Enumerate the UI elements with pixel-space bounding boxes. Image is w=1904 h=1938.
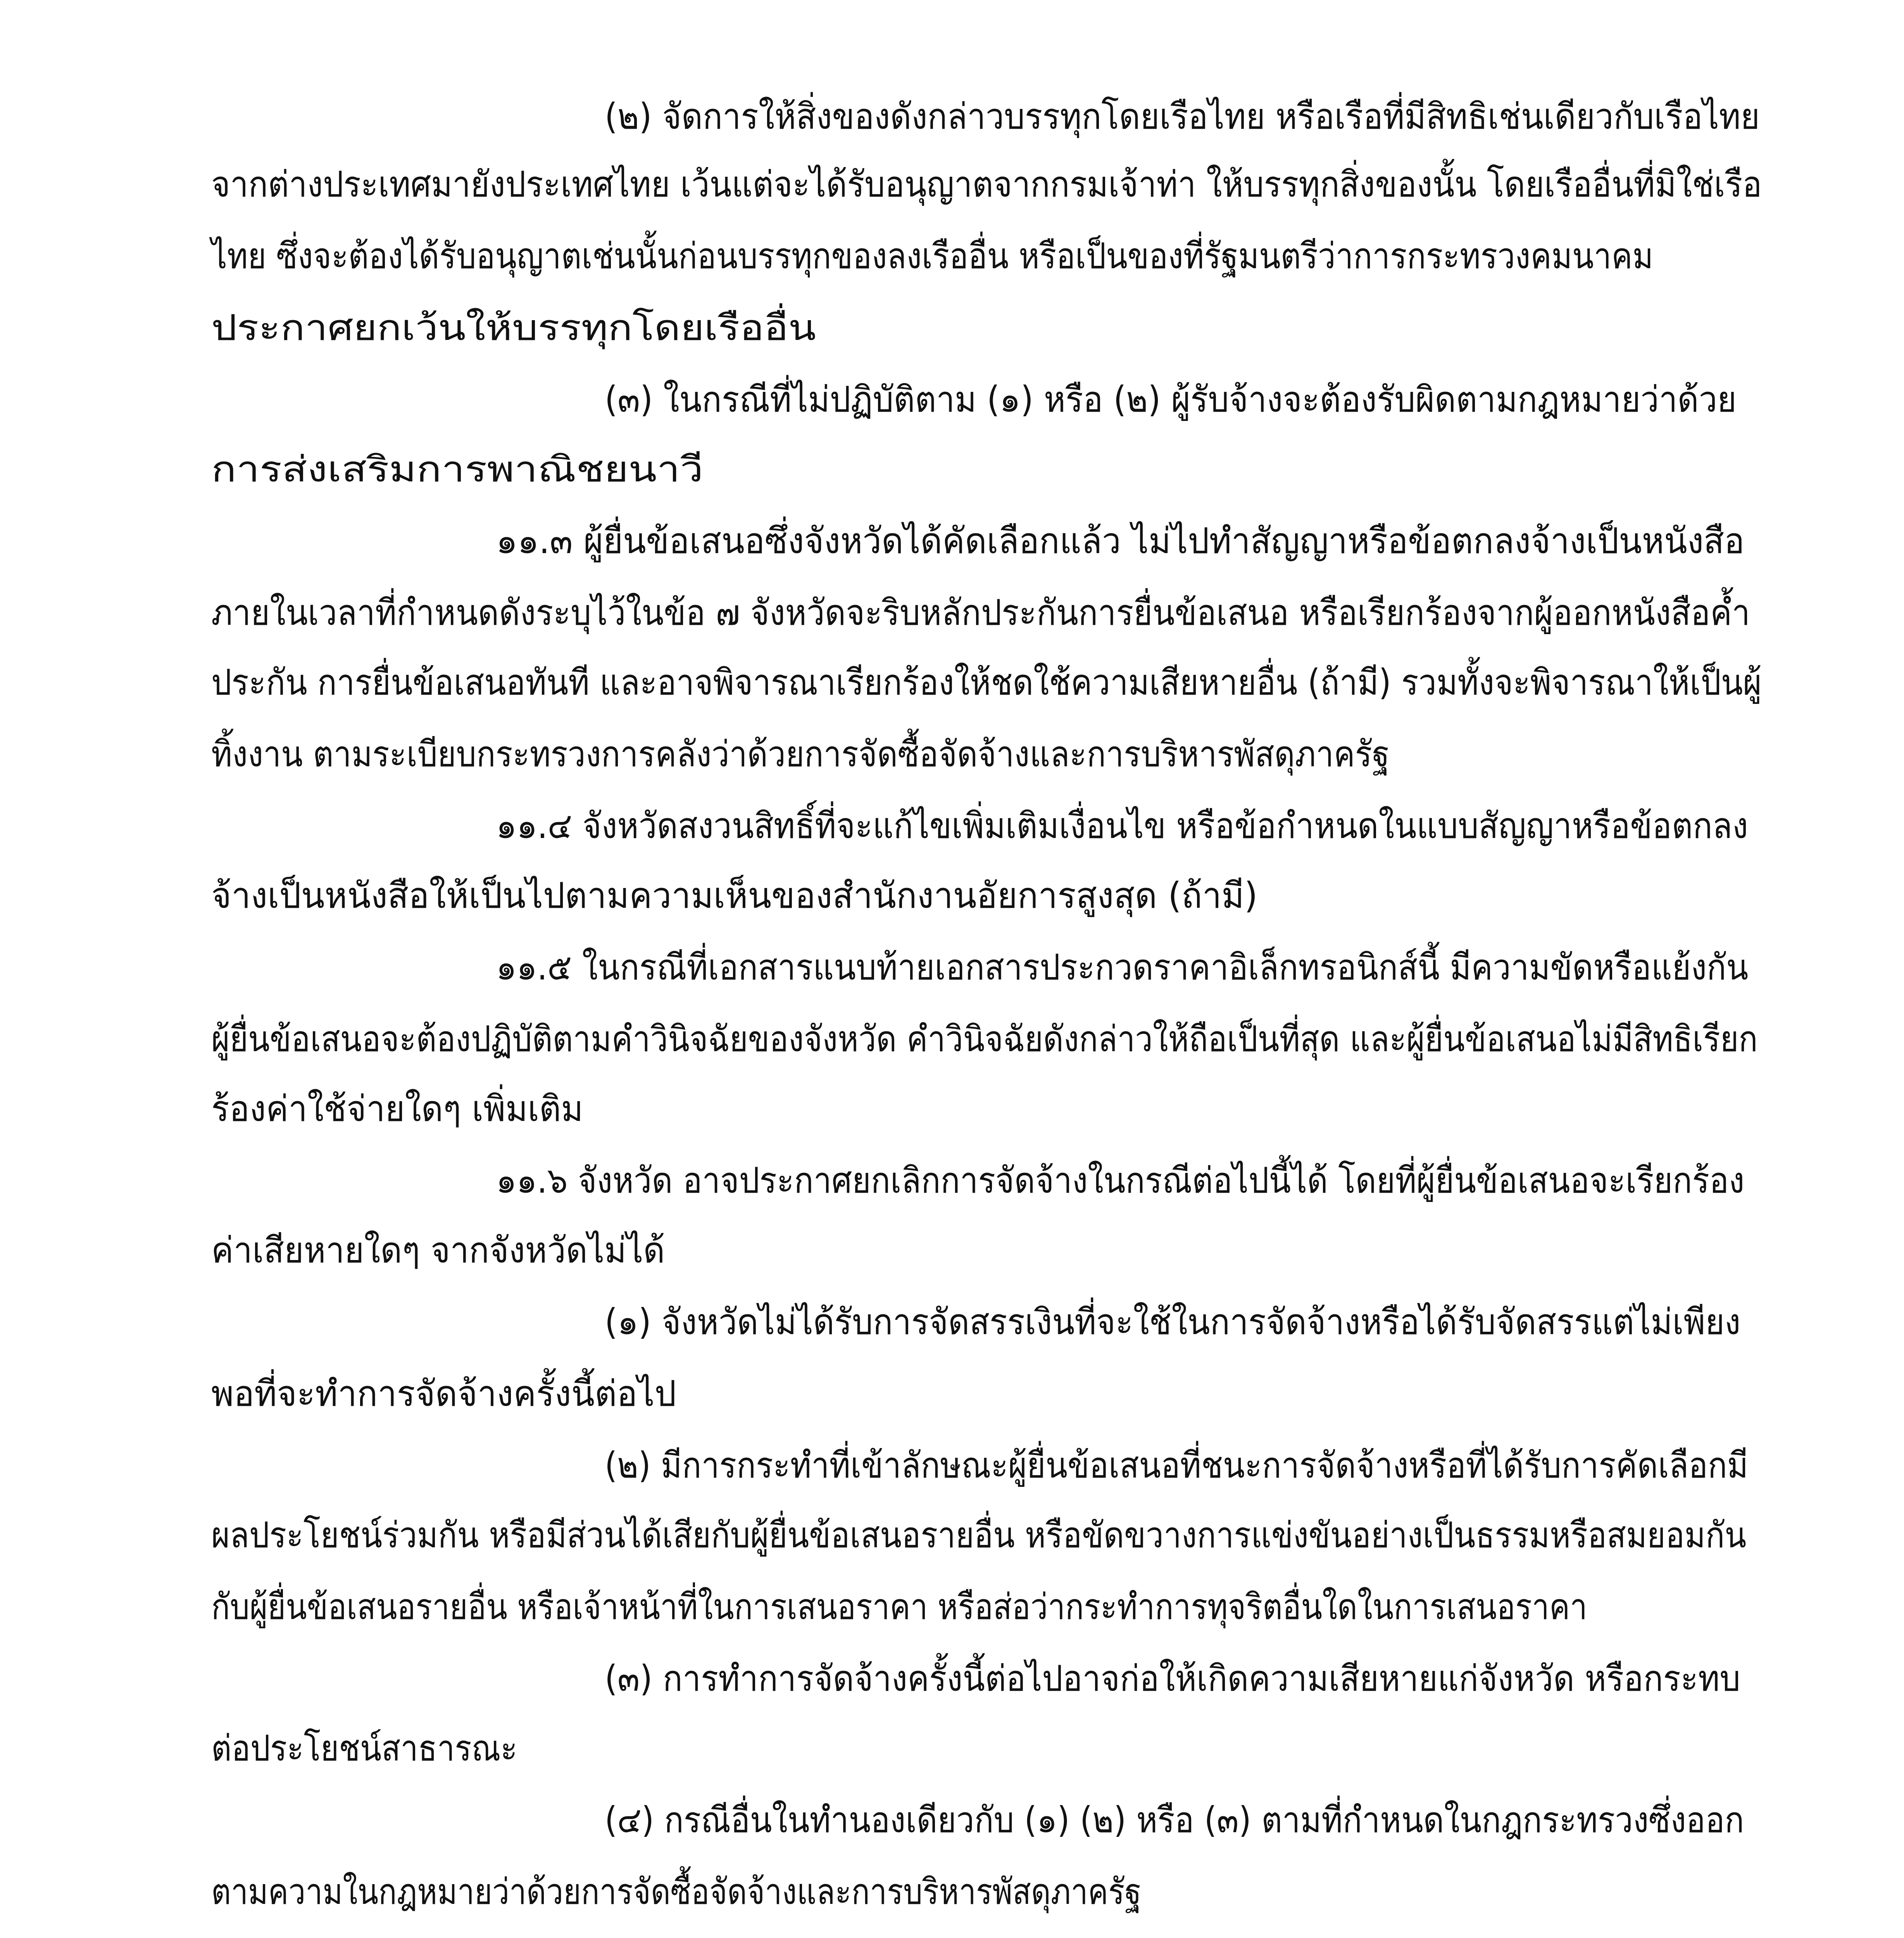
text-line: การส่งเสริมการพาณิชยนาวี xyxy=(211,448,704,490)
text-line: (๓) ในกรณีที่ไม่ปฏิบัติตาม (๑) หรือ (๒) ผู้รับจ้างจะต้องรับผิดตามกฎหมายว่าด้วย xyxy=(605,379,1737,420)
text-line: ต่อประโยชน์สาธารณะ xyxy=(211,1728,517,1769)
text-line: ตามความในกฎหมายว่าด้วยการจัดซื้อจัดจ้างและการบริหารพัสดุภาครัฐ xyxy=(211,1871,1142,1912)
text-line: ไทย ซึ่งจะต้องได้รับอนุญาตเช่นนั้นก่อนบรรทุกของลงเรืออื่น หรือเป็นของที่รัฐมนตรีว่าการกระทรวงคมนาคม xyxy=(211,235,1654,277)
text-line: ๑๑.๔ จังหวัดสงวนสิทธิ์ที่จะแก้ไขเพิ่มเติมเงื่อนไข หรือข้อกำหนดในแบบสัญญาหรือข้อตกลง xyxy=(496,805,1748,847)
text-line: พอที่จะทำการจัดจ้างครั้งนี้ต่อไป xyxy=(211,1373,676,1414)
text-line: ทิ้งงาน ตามระเบียบกระทรวงการคลังว่าด้วยการจัดซื้อจัดจ้างและการบริหารพัสดุภาครัฐ xyxy=(211,733,1390,775)
text-line: ๑๑.๕ ในกรณีที่เอกสารแนบท้ายเอกสารประกวดราคาอิเล็กทรอนิกส์นี้ มีความขัดหรือแย้งกัน xyxy=(496,947,1749,988)
text-line: (๑) จังหวัดไม่ได้รับการจัดสรรเงินที่จะใช้ในการจัดจ้างหรือได้รับจัดสรรแต่ไม่เพียง xyxy=(605,1301,1741,1343)
text-line: ประกาศยกเว้นให้บรรทุกโดยเรืออื่น xyxy=(211,307,816,348)
text-line: (๒) มีการกระทำที่เข้าลักษณะผู้ยื่นข้อเสนอที่ชนะการจัดจ้างหรือที่ได้รับการคัดเลือกมี xyxy=(605,1445,1749,1486)
text-line: ภายในเวลาที่กำหนดดังระบุไว้ในข้อ ๗ จังหวัดจะริบหลักประกันการยื่นข้อเสนอ หรือเรียกร้องจากผู้ออกหนังสือค้ำ xyxy=(211,592,1750,633)
text-line: (๒) จัดการให้สิ่งของดังกล่าวบรรทุกโดยเรือไทย หรือเรือที่มีสิทธิเช่นเดียวกับเรือไทย xyxy=(605,96,1760,137)
text-line: ผู้ยื่นข้อเสนอจะต้องปฏิบัติตามคำวินิจฉัยของจังหวัด คำวินิจฉัยดังกล่าวให้ถือเป็นที่สุด และผู้ยื่นข้อเสนอไม่มีสิทธิเรียก xyxy=(211,1018,1758,1060)
text-line: ๑๑.๓ ผู้ยื่นข้อเสนอซึ่งจังหวัดได้คัดเลือกแล้ว ไม่ไปทำสัญญาหรือข้อตกลงจ้างเป็นหนังสือ xyxy=(496,520,1745,562)
text-line: (๔) กรณีอื่นในทำนองเดียวกับ (๑) (๒) หรือ (๓) ตามที่กำหนดในกฎกระทรวงซึ่งออก xyxy=(605,1799,1744,1841)
text-line: ๑๑.๖ จังหวัด อาจประกาศยกเลิกการจัดจ้างในกรณีต่อไปนี้ได้ โดยที่ผู้ยื่นข้อเสนอจะเรียกร้อง xyxy=(496,1160,1745,1201)
text-line: กับผู้ยื่นข้อเสนอรายอื่น หรือเจ้าหน้าที่ในการเสนอราคา หรือส่อว่ากระทำการทุจริตอื่นใดในการเสนอราคา xyxy=(211,1586,1587,1628)
text-line: จ้างเป็นหนังสือให้เป็นไปตามความเห็นของสำนักงานอัยการสูงสุด (ถ้ามี) xyxy=(211,875,1258,916)
text-line: จากต่างประเทศมายังประเทศไทย เว้นแต่จะได้รับอนุญาตจากกรมเจ้าท่า ให้บรรทุกสิ่งของนั้น โดยเรืออื่นที่มิใช่เรือ xyxy=(211,164,1762,205)
text-line: ร้องค่าใช้จ่ายใดๆ เพิ่มเติม xyxy=(211,1088,583,1129)
text-line: ผลประโยชน์ร่วมกัน หรือมีส่วนได้เสียกับผู้ยื่นข้อเสนอรายอื่น หรือขัดขวางการแข่งขันอย่างเป็นธรรมหรือสมยอมกัน xyxy=(211,1514,1747,1556)
text-line: ประกัน การยื่นข้อเสนอทันที และอาจพิจารณาเรียกร้องให้ชดใช้ความเสียหายอื่น (ถ้ามี) รวมทั้งจะพิจารณาให้เป็นผู้ xyxy=(211,662,1762,703)
text-line: (๓) การทำการจัดจ้างครั้งนี้ต่อไปอาจก่อให้เกิดความเสียหายแก่จังหวัด หรือกระทบ xyxy=(605,1658,1740,1699)
text-line: ค่าเสียหายใดๆ จากจังหวัดไม่ได้ xyxy=(211,1229,665,1271)
